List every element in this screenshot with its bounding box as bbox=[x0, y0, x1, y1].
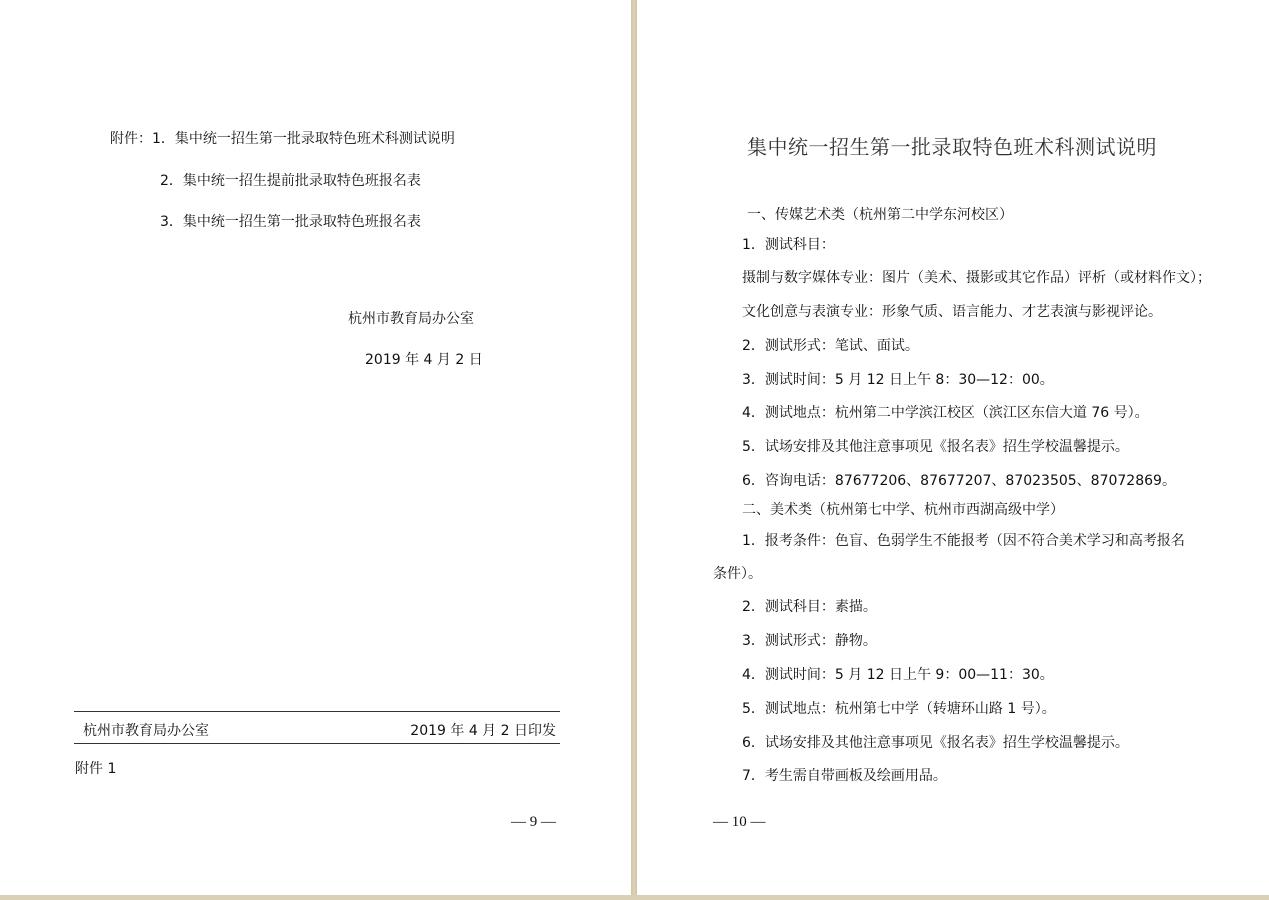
attachment-line-1: 附件：1．集中统一招生第一批录取特色班术科测试说明 bbox=[110, 131, 455, 147]
footer-date: 2019 年 4 月 2 日印发 bbox=[410, 723, 556, 739]
body-line: 6．试场安排及其他注意事项见《报名表》招生学校温馨提示。 bbox=[742, 735, 1129, 751]
body-line: 摄制与数字媒体专业：图片（美术、摄影或其它作品）评析（或材料作文）； bbox=[742, 270, 1211, 286]
attachment-line-2: 2．集中统一招生提前批录取特色班报名表 bbox=[160, 173, 421, 189]
page-number: — 10 — bbox=[713, 814, 766, 830]
left-page bbox=[0, 0, 631, 895]
bottom-edge bbox=[0, 895, 1269, 900]
document-title: 集中统一招生第一批录取特色班术科测试说明 bbox=[747, 135, 1157, 159]
body-line: 4．测试时间：5 月 12 日上午 9：00—11：30。 bbox=[742, 667, 1054, 683]
body-line: 5．测试地点：杭州第七中学（转塘环山路 1 号）。 bbox=[742, 701, 1056, 717]
body-line: 2．测试科目：素描。 bbox=[742, 599, 877, 615]
body-line: 3．测试形式：静物。 bbox=[742, 633, 877, 649]
right-page bbox=[637, 0, 1269, 895]
footer-org: 杭州市教育局办公室 bbox=[83, 723, 209, 739]
footer-rule-top bbox=[74, 711, 560, 712]
section-heading-art: 二、美术类（杭州第七中学、杭州市西湖高级中学） bbox=[742, 502, 1064, 518]
body-line: 5．试场安排及其他注意事项见《报名表》招生学校温馨提示。 bbox=[742, 439, 1129, 455]
body-line: 1．报考条件：色盲、色弱学生不能报考（因不符合美术学习和高考报名 bbox=[742, 533, 1185, 549]
page-number: — 9 — bbox=[511, 814, 556, 830]
section-heading-media: 一、传媒艺术类（杭州第二中学东河校区） bbox=[747, 207, 1013, 223]
footer-rule-bottom bbox=[74, 743, 560, 744]
body-line: 文化创意与表演专业：形象气质、语言能力、才艺表演与影视评论。 bbox=[742, 304, 1162, 320]
body-line-continued: 条件）。 bbox=[713, 566, 762, 582]
attachment-label: 附件 1 bbox=[75, 761, 117, 777]
body-line: 3．测试时间：5 月 12 日上午 8：30—12：00。 bbox=[742, 372, 1054, 388]
signature-org: 杭州市教育局办公室 bbox=[348, 311, 474, 327]
body-line: 4．测试地点：杭州第二中学滨江校区（滨江区东信大道 76 号）。 bbox=[742, 405, 1149, 421]
body-line: 7．考生需自带画板及绘画用品。 bbox=[742, 768, 947, 784]
attachment-line-3: 3．集中统一招生第一批录取特色班报名表 bbox=[160, 214, 421, 230]
body-line: 2．测试形式：笔试、面试。 bbox=[742, 338, 919, 354]
body-line: 1．测试科目： bbox=[742, 237, 835, 253]
body-line: 6．咨询电话：87677206、87677207、87023505、87072869。 bbox=[742, 473, 1176, 489]
signature-date: 2019 年 4 月 2 日 bbox=[365, 352, 483, 368]
